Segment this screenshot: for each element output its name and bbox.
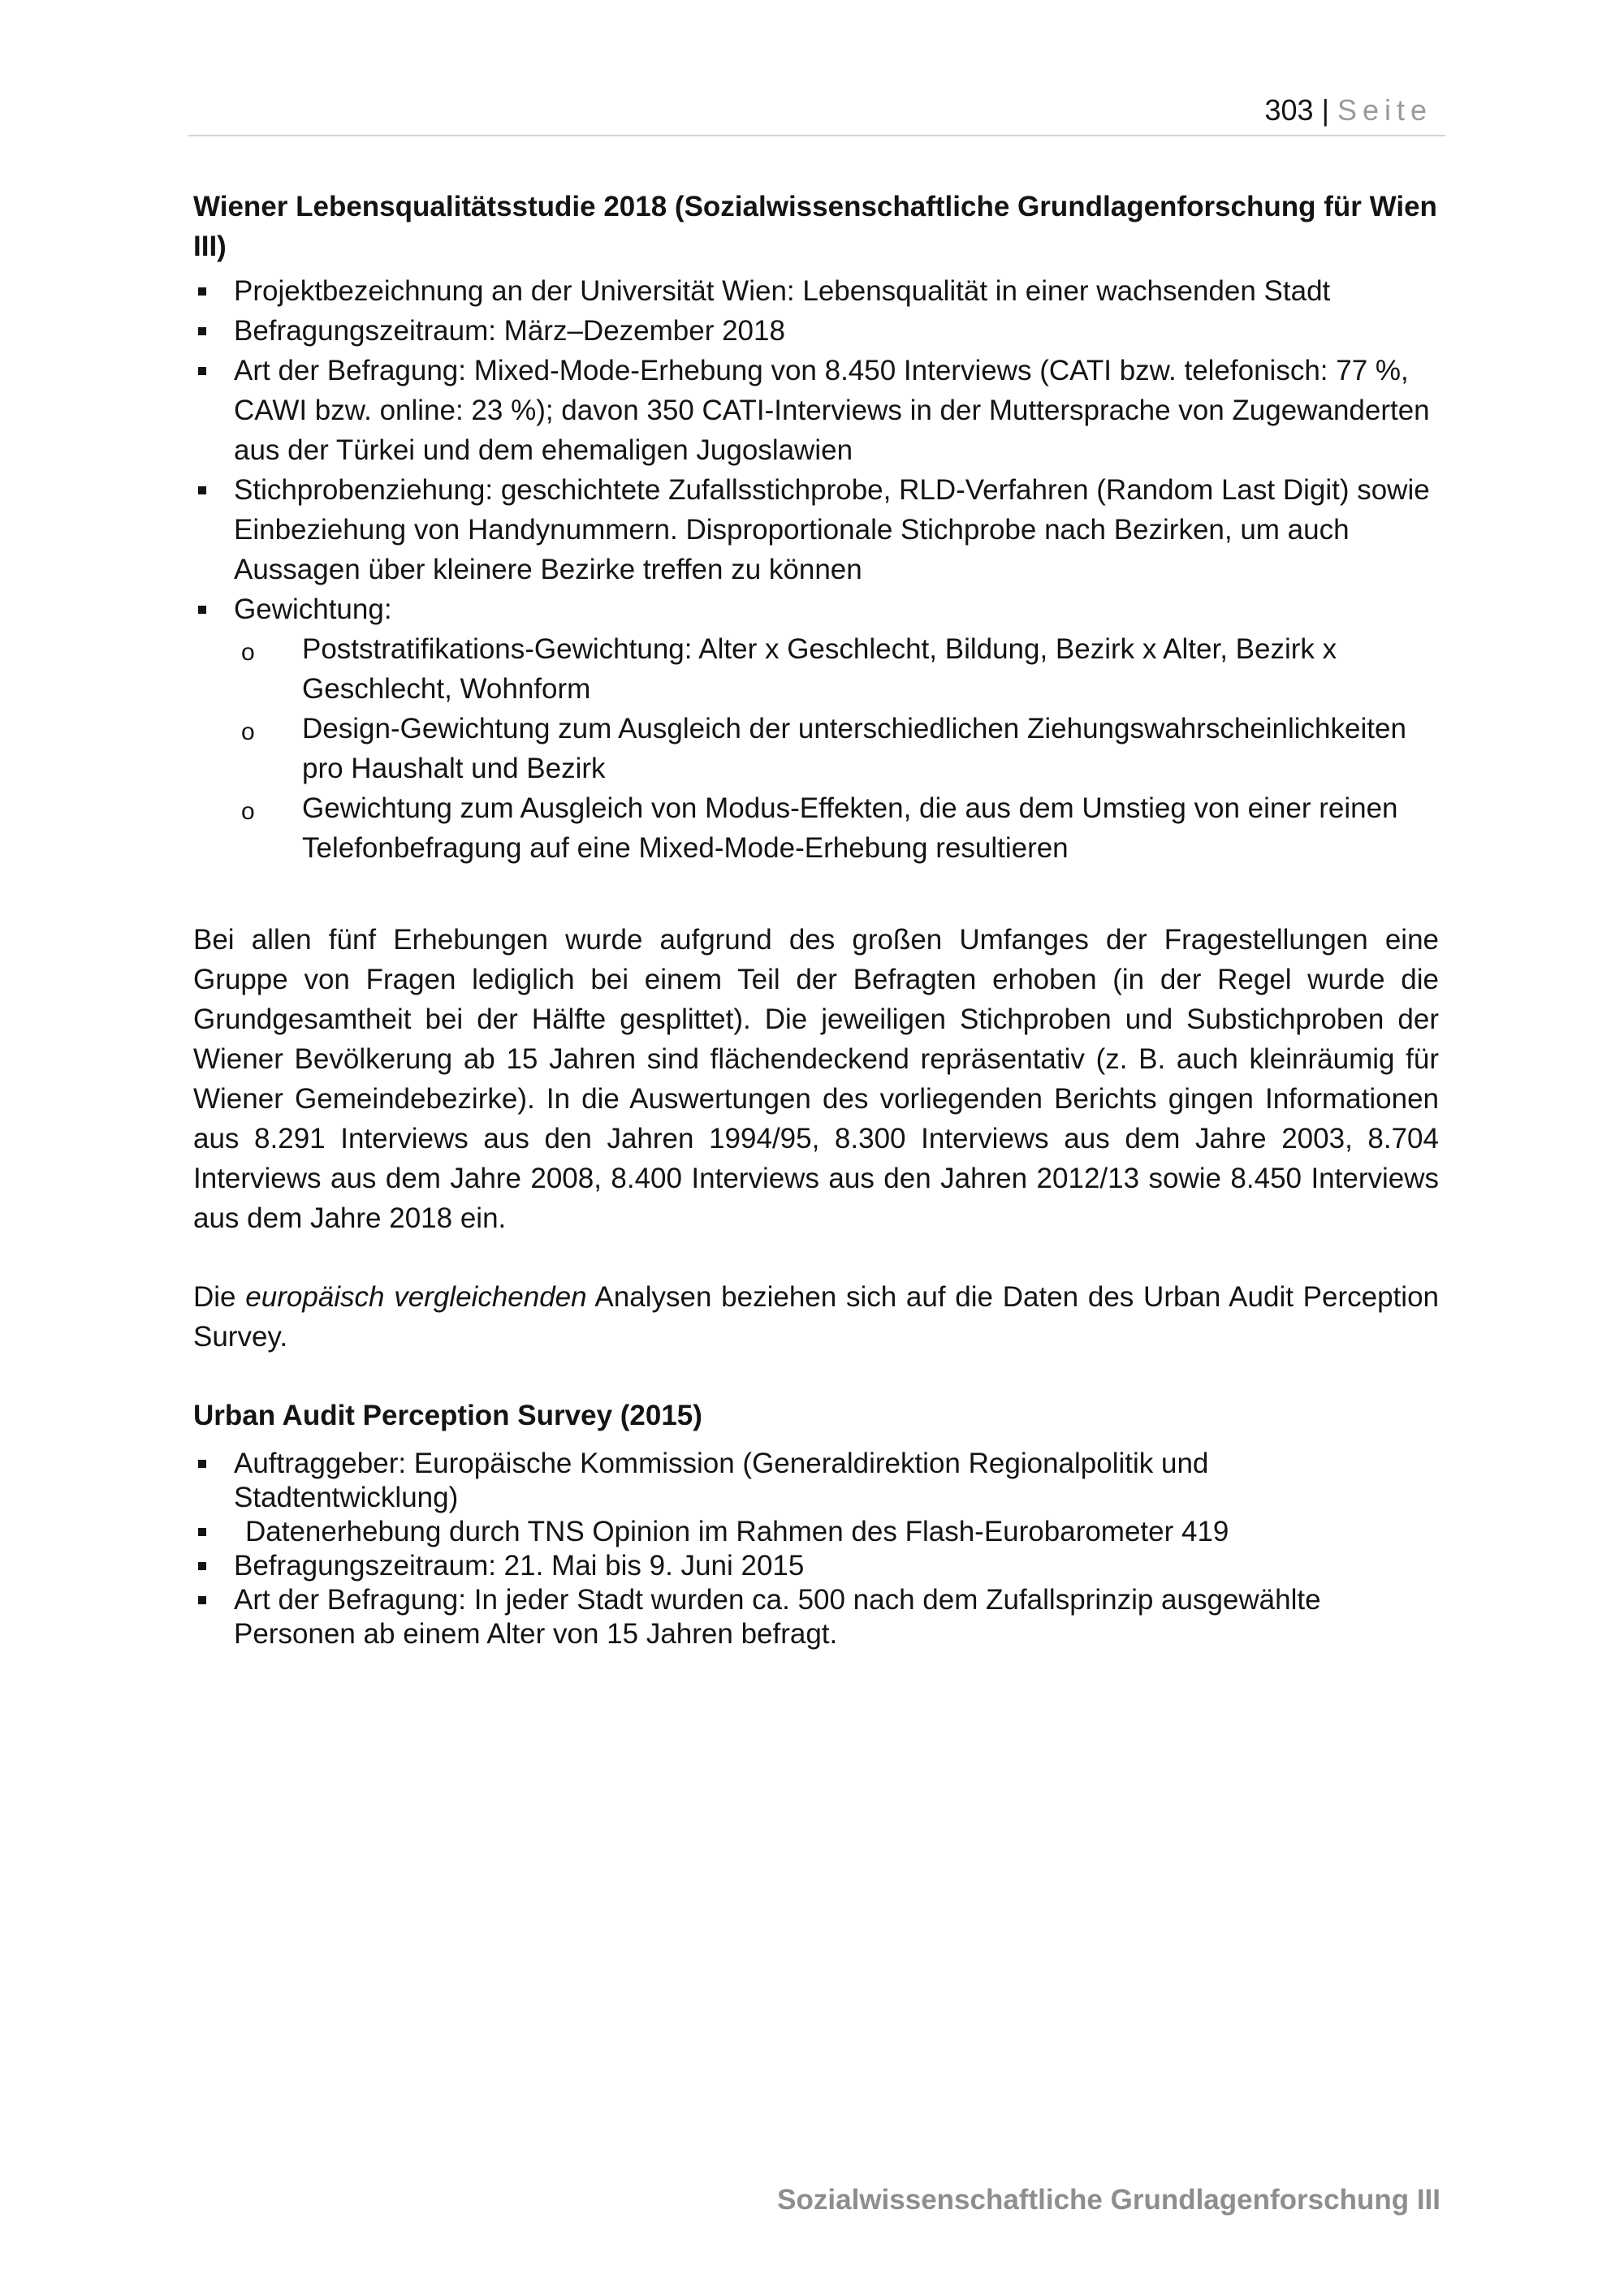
- sublist-item: o Gewichtung zum Ausgleich von Modus-Effekten, die aus dem Umstieg von einer reinen Telefonbefragung auf eine Mixed-Mode-Erhebung resultieren: [302, 788, 1439, 868]
- sublist-item: o Poststratifikations-Gewichtung: Alter x Geschlecht, Bildung, Bezirk x Alter, Bezirk x Geschlecht, Wohnform: [302, 629, 1439, 709]
- page-header: [188, 89, 1445, 136]
- page-number-label: [1264, 93, 1432, 128]
- body-paragraph-european-comparison: Die europäisch vergleichenden Analysen beziehen sich auf die Daten des Urban Audit Perception Survey.: [193, 1281, 1440, 1353]
- emphasis-text: europäisch vergleichenden: [245, 1281, 587, 1313]
- list-item: Befragungszeitraum: 21. Mai bis 9. Juni 2015: [193, 1549, 1439, 1583]
- urban-audit-details-list: [193, 1447, 1439, 1651]
- list-item: Befragungszeitraum: März–Dezember 2018: [193, 311, 1439, 351]
- list-item: Art der Befragung: In jeder Stadt wurden ca. 500 nach dem Zufallsprinzip ausgewählte Personen ab einem Alter von 15 Jahren befragt.: [193, 1583, 1439, 1651]
- body-paragraph-surveys: Bei allen fünf Erhebungen wurde aufgrund des großen Umfanges der Fragestellungen eine Gruppe von Fragen lediglich bei einem Teil der Befragten erhoben (in der Regel wurde die Grundgesamtheit bei der Hälfte gesplittet). Die jeweiligen Stichproben und Substichproben der Wiener Bevölkerung ab 15 Jahren sind flächendeckend repräsentativ (z. B. auch kleinräumig für Wiener Gemeindebezirke). In die Auswertungen des vorliegenden Berichts gingen Informationen aus 8.291 Interviews aus den Jahren 1994/95, 8.300 Interviews aus dem Jahre 2003, 8.704 Interviews aus dem Jahre 2008, 8.400 Interviews aus den Jahren 2012/13 sowie 8.450 Interviews aus dem Jahre 2018 ein.: [193, 924, 1439, 1234]
- document-body: [193, 187, 1439, 1651]
- page-footer: Sozialwissenschaftliche Grundlagenforschung III: [777, 2184, 1440, 2216]
- list-item: Datenerhebung durch TNS Opinion im Rahmen des Flash-Eurobarometer 419: [193, 1515, 1439, 1549]
- section-heading-wiener-lebensqualitaetsstudie: Wiener Lebensqualitätsstudie 2018 (Sozialwissenschaftliche Grundlagenforschung für Wien III): [193, 191, 1437, 262]
- list-item: Art der Befragung: Mixed-Mode-Erhebung von 8.450 Interviews (CATI bzw. telefonisch: 77 %, CAWI bzw. online: 23 %); davon 350 CATI-Interviews in der Muttersprache von Zugewanderten aus der Türkei und dem ehemaligen Jugoslawien: [193, 351, 1439, 470]
- sublist-item: o Design-Gewichtung zum Ausgleich der unterschiedlichen Ziehungswahrscheinlichkeiten pro Haushalt und Bezirk: [302, 709, 1439, 788]
- section-heading-urban-audit: Urban Audit Perception Survey (2015): [193, 1400, 702, 1431]
- page-number: 303: [1264, 93, 1314, 127]
- list-item: Gewichtung:: [193, 589, 1439, 629]
- page-number-separator: |: [1321, 93, 1329, 127]
- page-label: Seite: [1337, 93, 1432, 127]
- weighting-sublist: [193, 629, 1439, 868]
- list-item: Projektbezeichnung an der Universität Wien: Lebensqualität in einer wachsenden Stadt: [193, 271, 1439, 311]
- list-item: Auftraggeber: Europäische Kommission (Generaldirektion Regionalpolitik und Stadtentwicklung): [193, 1447, 1439, 1515]
- list-item: Stichprobenziehung: geschichtete Zufallsstichprobe, RLD-Verfahren (Random Last Digit) sowie Einbeziehung von Handynummern. Disproportionale Stichprobe nach Bezirken, um auch Aussagen über kleinere Bezirke treffen zu können: [193, 470, 1439, 589]
- study-details-list: [193, 271, 1439, 629]
